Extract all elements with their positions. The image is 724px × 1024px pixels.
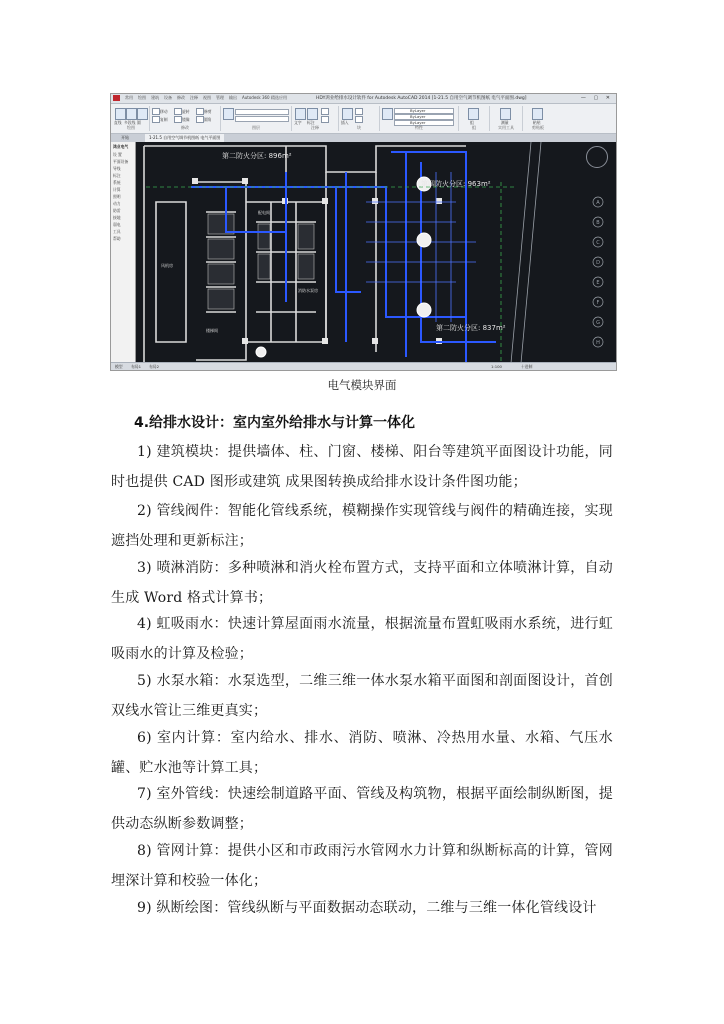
ribbon-group-label: 剪贴板 [532, 125, 544, 130]
status-bar [111, 362, 616, 370]
ribbon-group-annotation [292, 106, 339, 131]
menu-tab[interactable]: 建筑 [151, 95, 159, 100]
tool-label: 直线 [114, 120, 122, 125]
ribbon-group-utilities [490, 106, 523, 131]
file-tab-start[interactable]: 开始 [121, 135, 129, 140]
circle-tool-icon[interactable] [137, 108, 148, 120]
structural-columns [192, 178, 442, 344]
edit-block-icon[interactable] [355, 116, 363, 123]
menu-tab[interactable]: 输出 [229, 95, 237, 100]
layer-dropdown[interactable] [235, 109, 289, 115]
app-logo-icon[interactable] [113, 95, 120, 101]
tool-label: 圆角 [204, 117, 212, 122]
section-heading: 4.给排水设计：室内室外给排水与计算一体化 [134, 415, 416, 431]
list-item: 9) 纵断绘图：管线纵断与平面数据动态联动，二维与三维一体化管线设计 [137, 900, 597, 916]
viewcube-compass-icon[interactable] [586, 146, 608, 168]
grid-lines [146, 182, 516, 362]
side-menu-item[interactable]: 接地 [113, 215, 121, 220]
ribbon-group-properties [380, 106, 459, 131]
move-icon[interactable] [152, 108, 160, 115]
paste-icon[interactable] [532, 108, 543, 120]
axis-label: E [596, 280, 600, 286]
menu-tab[interactable]: 管理 [216, 95, 224, 100]
create-block-icon[interactable] [355, 108, 363, 115]
workspace [111, 142, 616, 363]
scale-readout[interactable]: 1:100 [491, 364, 502, 369]
title-bar [111, 94, 616, 104]
match-properties-icon[interactable] [382, 108, 393, 120]
list-item: 6) 室内计算：室内给水、排水、消防、喷淋、冷热用水量、水箱、气压水罐、贮水池等计算工具； [111, 730, 613, 776]
table-icon[interactable] [321, 116, 329, 123]
window-title: HDY鸿业给排水设计软件 for Autodesk AutoCAD 2014 [1-21.5 自用空气调节机图纸 电气平面图.dwg] [316, 96, 527, 101]
site-boundary [511, 142, 541, 363]
ribbon-group-label: 块 [357, 125, 361, 130]
cad-screenshot [110, 93, 617, 371]
side-menu-item[interactable]: 弱电 [113, 222, 121, 227]
tool-label: 测量 [501, 120, 509, 125]
menu-tab[interactable]: 注释 [190, 95, 198, 100]
tool-label: 移动 [160, 109, 168, 114]
ribbon-group-modify [150, 106, 221, 131]
list-item: 3) 喷淋消防：多种喷淋和消火栓布置方式，支持平面和立体喷淋计算，自动生成 Word 格式计算书； [111, 560, 613, 606]
axis-label: D [596, 260, 600, 266]
tool-label: 圆 [137, 120, 141, 125]
menu-tab[interactable]: 常用 [125, 95, 133, 100]
text-tool-icon[interactable] [295, 108, 306, 120]
layer-properties-icon[interactable] [223, 108, 234, 120]
tool-label: 插入 [341, 120, 349, 125]
menu-tab[interactable]: 设备 [164, 95, 172, 100]
drawing-canvas[interactable] [136, 142, 616, 363]
ribbon-group-draw [113, 106, 150, 131]
dimension-tool-icon[interactable] [307, 108, 318, 120]
fillet-icon[interactable] [196, 116, 204, 123]
figure-caption: 电气模块界面 [327, 378, 397, 392]
dropdown-value: ByLayer [410, 120, 426, 125]
side-menu-item[interactable]: 帮助 [113, 236, 121, 241]
ribbon [111, 104, 616, 134]
ribbon-group-label: 特性 [415, 125, 423, 130]
side-menu-item[interactable]: 动力 [113, 201, 121, 206]
line-tool-icon[interactable] [115, 108, 126, 120]
side-menu-item[interactable]: 照明 [113, 194, 121, 199]
side-menu-item[interactable]: 防雷 [113, 208, 121, 213]
ribbon-group-label: 图层 [252, 125, 260, 130]
room-label: 风机房 [161, 263, 173, 268]
axis-label: G [596, 320, 600, 326]
room-label: 楼梯间 [206, 328, 218, 333]
group-icon[interactable] [468, 108, 479, 120]
tool-label: 粘贴 [533, 120, 541, 125]
zone-label: 第二防火分区: 896m² [222, 152, 292, 160]
tool-label: 标注 [307, 120, 315, 125]
tool-label: 多段线 [124, 120, 136, 125]
zone-label: 第四防火分区: 963m² [421, 180, 491, 188]
polyline-tool-icon[interactable] [126, 108, 137, 120]
side-menu-item[interactable]: 工具 [113, 229, 121, 234]
measure-icon[interactable] [500, 108, 511, 120]
leader-icon[interactable] [321, 108, 329, 115]
ribbon-group-group [459, 106, 490, 131]
axis-label: F [596, 300, 600, 306]
ribbon-group-block [339, 106, 380, 131]
floor-plan-drawing [136, 142, 616, 363]
side-menu-title: 鸿业电气 [113, 144, 129, 149]
tool-label: 文字 [294, 120, 302, 125]
copy-icon[interactable] [152, 116, 160, 123]
zone-label: 第二防火分区: 837m² [436, 324, 506, 332]
list-item: 5) 水泵水箱：水泵选型，二维三维一体水泵水箱平面图和剖面图设计，首创双线水管让三维更真实； [111, 673, 613, 719]
ribbon-group-label: 实用工具 [498, 125, 514, 130]
side-menu-item[interactable]: 平面设备 [113, 159, 129, 164]
layer-state-dropdown[interactable] [235, 116, 289, 122]
trim-icon[interactable] [196, 108, 204, 115]
side-menu-item[interactable]: 计算 [113, 187, 121, 192]
side-menu-item[interactable]: 系统 [113, 180, 121, 185]
axis-label: B [596, 220, 600, 226]
axis-label: H [596, 340, 600, 346]
list-item: 7) 室外管线：快速绘制道路平面、管线及构筑物，根据平面绘制纵断图，提供动态纵断参数调整； [111, 786, 613, 832]
units-readout[interactable]: 十进制 [521, 364, 533, 369]
dropdown-value: ByLayer [410, 114, 426, 119]
layout-tab[interactable]: 布局2 [149, 364, 160, 369]
side-menu-item[interactable]: 标注 [113, 173, 121, 178]
layout-tab[interactable]: 布局1 [131, 364, 142, 369]
mirror-icon[interactable] [174, 116, 182, 123]
model-tab[interactable]: 模型 [115, 364, 123, 369]
menu-tab[interactable]: Autodesk 360 [242, 95, 270, 100]
side-menu-item[interactable]: 导线 [113, 166, 121, 171]
list-item: 4) 虹吸雨水：快速计算屋面雨水流量，根据流量布置虹吸雨水系统，进行虹吸雨水的计算及检验； [111, 616, 613, 662]
tool-label: 组 [470, 120, 474, 125]
insert-block-icon[interactable] [342, 108, 353, 120]
side-menu [111, 142, 136, 363]
axis-label: C [596, 240, 600, 246]
menu-tab[interactable]: 绘图 [138, 95, 146, 100]
list-item: 1) 建筑模块：提供墙体、柱、门窗、楼梯、阳台等建筑平面图设计功能，同时也提供 CAD 图形或建筑 成果图转换成给排水设计条件图功能； [111, 444, 613, 490]
rotate-icon[interactable] [174, 108, 182, 115]
ribbon-group-clipboard [523, 106, 553, 131]
window-controls[interactable]: — ▢ ✕ [580, 95, 613, 101]
list-item: 2) 管线阀件：智能化管线系统，模糊操作实现管线与阀件的精确连接，实现遮挡处理和更新标注； [111, 503, 613, 549]
tool-label: 旋转 [182, 109, 190, 114]
axis-label: A [596, 200, 600, 206]
tool-label: 修剪 [204, 109, 212, 114]
ribbon-group-label: 组 [472, 125, 476, 130]
room-label: 配电间 [258, 210, 270, 215]
menu-tab[interactable]: 修改 [177, 95, 185, 100]
list-item: 8) 管网计算：提供小区和市政雨污水管网水力计算和纵断标高的计算，管网埋深计算和校验一体化； [111, 843, 613, 889]
menu-tab[interactable]: 视图 [203, 95, 211, 100]
room-label: 消防水泵房 [298, 288, 318, 293]
dropdown-value: ByLayer [410, 108, 426, 113]
file-tab-drawing[interactable]: 1-21.5 自用空气调节机图纸 电气平面图 [145, 134, 224, 142]
ribbon-group-label: 修改 [181, 125, 189, 130]
ribbon-group-label: 绘图 [127, 125, 135, 130]
menu-tab[interactable]: 精选应用 [271, 95, 287, 100]
ribbon-group-layers [221, 106, 292, 131]
tool-label: 复制 [160, 117, 168, 122]
side-menu-item[interactable]: 设 置 [113, 152, 122, 157]
tool-label: 镜像 [182, 117, 190, 122]
ribbon-group-label: 注释 [311, 125, 319, 130]
